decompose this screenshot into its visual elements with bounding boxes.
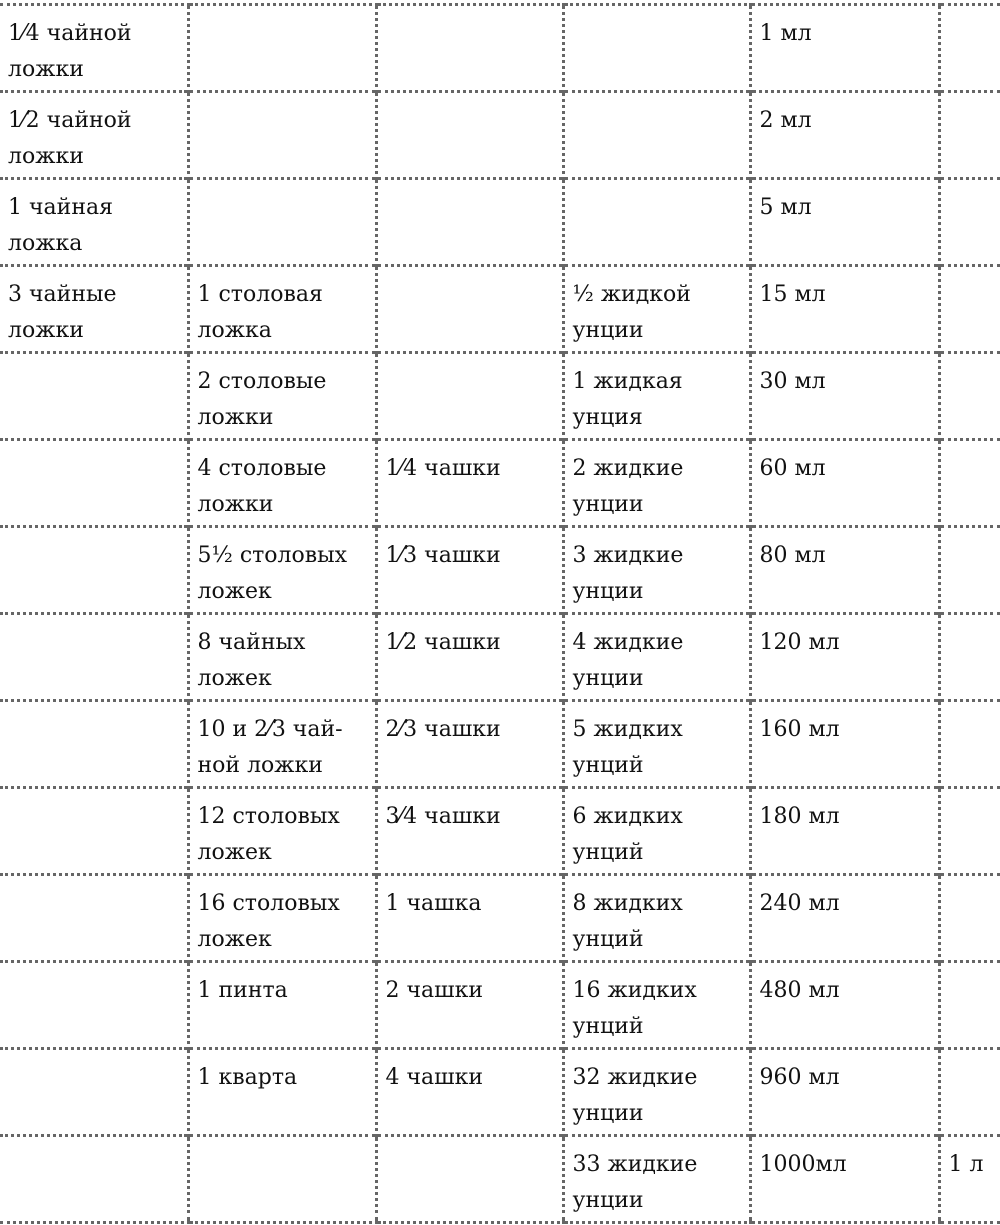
table-row (0, 527, 1000, 614)
table-row (0, 788, 1000, 875)
table-cell (188, 5, 376, 92)
table-cell: 160 мл (750, 701, 939, 788)
table-cell: 1⁄2 чайной ложки (0, 92, 188, 179)
table-cell: 33 жидкие унции (563, 1136, 750, 1223)
table-cell: 3 жидкие унции (563, 527, 750, 614)
table-cell: 5 жидких унций (563, 701, 750, 788)
table-row (0, 179, 1000, 266)
table-cell: 3⁄4 чашки (376, 788, 563, 875)
table-cell: 8 чайных ложек (188, 614, 376, 701)
table-cell (939, 266, 1000, 353)
table-cell: 3 чайные ложки (0, 266, 188, 353)
table-row (0, 5, 1000, 92)
table-cell (188, 179, 376, 266)
table-cell (0, 440, 188, 527)
table-cell: 4 жидкие унции (563, 614, 750, 701)
table-row (0, 701, 1000, 788)
table-cell (188, 92, 376, 179)
table-cell (0, 614, 188, 701)
table-cell: 180 мл (750, 788, 939, 875)
table-cell: 30 мл (750, 353, 939, 440)
table-cell: 1 кварта (188, 1049, 376, 1136)
table-row (0, 92, 1000, 179)
table-row (0, 1136, 1000, 1223)
conversion-table-body (0, 5, 1000, 1223)
table-cell (939, 1049, 1000, 1136)
table-cell (939, 875, 1000, 962)
table-cell (939, 440, 1000, 527)
table-cell: 1000мл (750, 1136, 939, 1223)
table-cell: 6 жидких унций (563, 788, 750, 875)
table-cell (376, 179, 563, 266)
table-row (0, 266, 1000, 353)
table-cell: ½ жидкой унции (563, 266, 750, 353)
table-cell: 1 мл (750, 5, 939, 92)
table-cell (376, 353, 563, 440)
table-cell: 2 мл (750, 92, 939, 179)
table-cell: 960 мл (750, 1049, 939, 1136)
table-cell: 8 жидких унций (563, 875, 750, 962)
table-row (0, 962, 1000, 1049)
table-cell (0, 527, 188, 614)
table-cell (0, 875, 188, 962)
table-cell (376, 1136, 563, 1223)
table-cell: 16 жидких унций (563, 962, 750, 1049)
table-cell: 1 пинта (188, 962, 376, 1049)
table-cell: 480 мл (750, 962, 939, 1049)
table-cell: 4 чашки (376, 1049, 563, 1136)
table-cell: 16 столовых ложек (188, 875, 376, 962)
table-cell: 1 л (939, 1136, 1000, 1223)
table-cell (939, 788, 1000, 875)
table-cell (939, 527, 1000, 614)
table-row (0, 1049, 1000, 1136)
table-cell (376, 92, 563, 179)
table-cell (563, 5, 750, 92)
table-cell (0, 353, 188, 440)
table-cell (0, 701, 188, 788)
table-cell (563, 92, 750, 179)
table-cell: 1 жидкая унция (563, 353, 750, 440)
table-cell: 12 столовых ложек (188, 788, 376, 875)
table-row (0, 440, 1000, 527)
table-cell: 1⁄3 чашки (376, 527, 563, 614)
table-cell: 1 чашка (376, 875, 563, 962)
table-cell: 5½ столовых ложек (188, 527, 376, 614)
table-row (0, 614, 1000, 701)
table-cell: 60 мл (750, 440, 939, 527)
table-cell: 1 столовая ложка (188, 266, 376, 353)
table-cell (0, 788, 188, 875)
table-cell (939, 92, 1000, 179)
table-cell (939, 5, 1000, 92)
table-cell: 240 мл (750, 875, 939, 962)
table-cell: 32 жидкие унции (563, 1049, 750, 1136)
table-cell (0, 1049, 188, 1136)
conversion-table (0, 3, 1000, 1224)
table-row (0, 875, 1000, 962)
table-cell: 1⁄4 чашки (376, 440, 563, 527)
table-cell: 15 мл (750, 266, 939, 353)
table-cell (0, 962, 188, 1049)
table-cell (939, 353, 1000, 440)
table-cell: 120 мл (750, 614, 939, 701)
table-cell: 2 жидкие унции (563, 440, 750, 527)
table-cell: 80 мл (750, 527, 939, 614)
table-cell (563, 179, 750, 266)
table-cell (376, 266, 563, 353)
table-cell (939, 962, 1000, 1049)
table-cell (188, 1136, 376, 1223)
table-cell: 1 чайная ложка (0, 179, 188, 266)
table-cell: 1⁄4 чайной ложки (0, 5, 188, 92)
table-cell: 2 столовые ложки (188, 353, 376, 440)
table-cell: 5 мл (750, 179, 939, 266)
table-row (0, 353, 1000, 440)
table-cell: 1⁄2 чашки (376, 614, 563, 701)
table-cell: 2 чашки (376, 962, 563, 1049)
table-cell: 2⁄3 чашки (376, 701, 563, 788)
table-cell: 4 столовые ложки (188, 440, 376, 527)
table-cell (0, 1136, 188, 1223)
table-cell (376, 5, 563, 92)
table-cell (939, 179, 1000, 266)
table-cell (939, 701, 1000, 788)
table-cell: 10 и 2⁄3 чай-ной ложки (188, 701, 376, 788)
table-cell (939, 614, 1000, 701)
